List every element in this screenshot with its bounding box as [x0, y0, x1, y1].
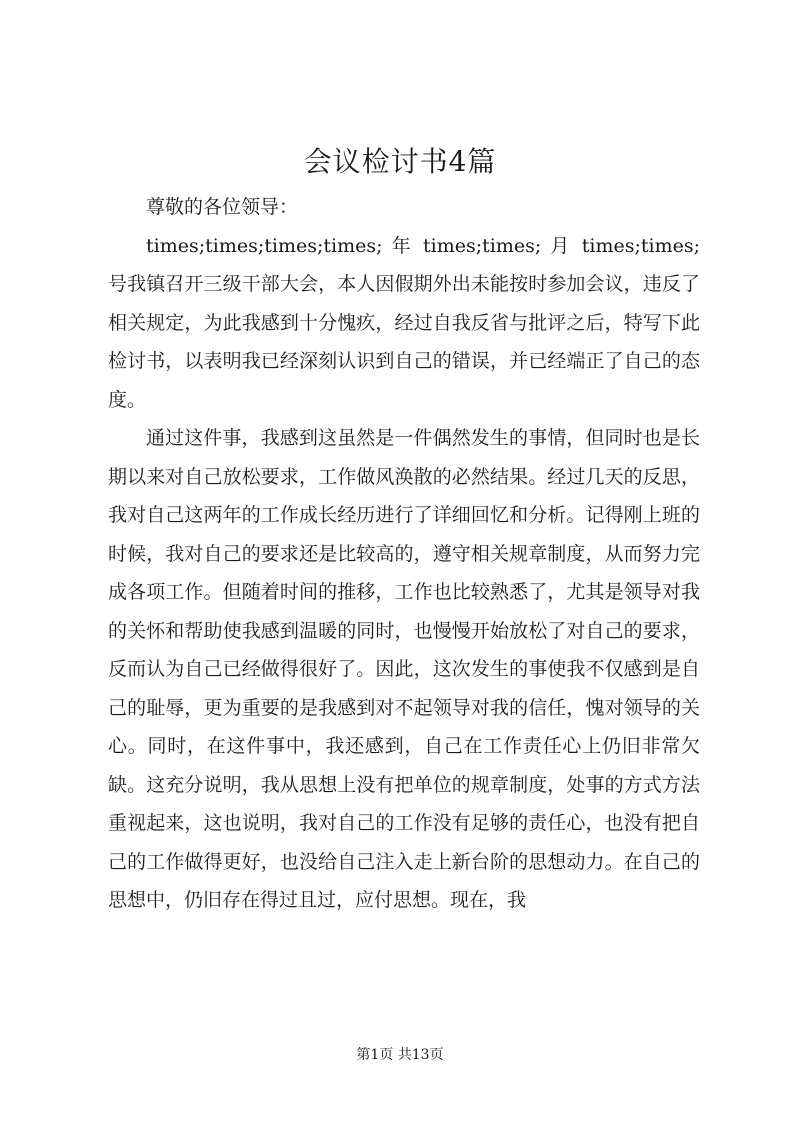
page-footer: 第1页 共13页: [356, 1047, 444, 1063]
document-body: [108, 188, 700, 920]
salutation: 尊敬的各位领导：: [146, 196, 299, 218]
paragraph-2: 通过这件事，我感到这虽然是一件偶然发生的事情，但同时也是长期以来对自己放松要求，工作做风涣散的必然结果。经过几天的反思，我对自己这两年的工作成长经历进行了详细回忆和分析。记得刚上班的时候，我对自己的要求还是比较高的，遵守相关规章制度，从而努力完成各项工作。但随着时间的推移，工作也比较熟悉了，尤其是领导对我的关怀和帮助使我感到温暖的同时，也慢慢开始放松了对自己的要求，反而认为自己已经做得很好了。因此，这次发生的事使我不仅感到是自己的耻辱，更为重要的是我感到对不起领导对我的信任，愧对领导的关心。同时，在这件事中，我还感到，自己在工作责任心上仍旧非常欠缺。这充分说明，我从思想上没有把单位的规章制度，处事的方式方法重视起来，这也说明，我对自己的工作没有足够的责任心，也没有把自己的工作做得更好，也没给自己注入走上新台阶的思想动力。在自己的思想中，仍旧存在得过且过，应付思想。现在，我: [108, 427, 700, 911]
document-title: 会议检讨书4篇: [303, 145, 497, 178]
paragraph-1: times;times;times;times; 年 times;times; 月 times;times;号我镇召开三级干部大会，本人因假期外出未能按时参加会议，违反了相关规定，为此我感到十分愧疚，经过自我反省与批评之后，特写下此检讨书，以表明我已经深刻认识到自己的错误，并已经端正了自己的态度。: [108, 234, 700, 411]
